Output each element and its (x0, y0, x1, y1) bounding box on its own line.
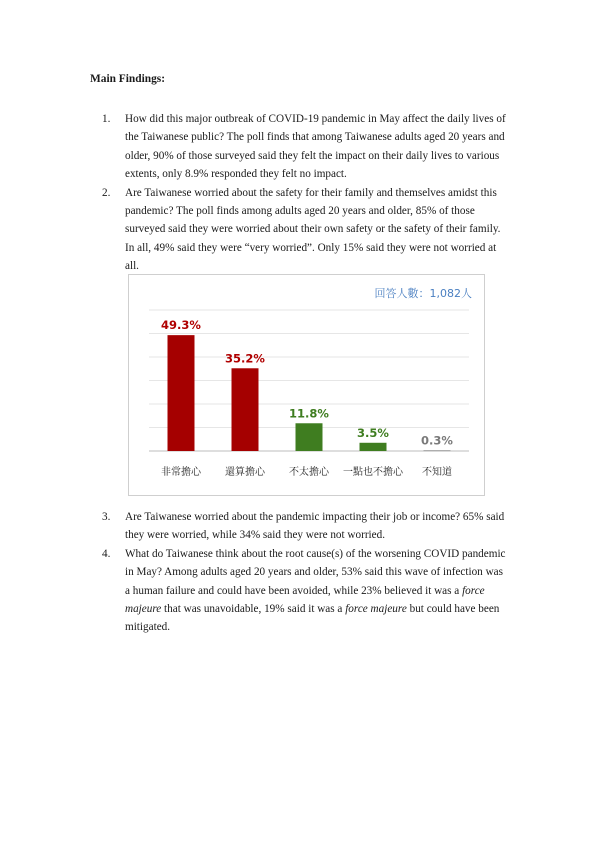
chart-bar (360, 443, 387, 451)
finding-emphasis: force majeure (345, 603, 407, 616)
finding-number: 3. (102, 511, 111, 523)
finding-item (102, 184, 510, 276)
worry-bar-chart (128, 274, 485, 496)
chart-category-label: 非常擔心 (161, 467, 201, 478)
chart-category-label: 不知道 (422, 467, 452, 478)
finding-text-part: but could have been mitigated. (125, 603, 500, 634)
chart-canvas (129, 275, 484, 495)
chart-value-label: 35.2% (225, 351, 265, 366)
finding-text-part: that was unavoidable, 19% said it was a (161, 603, 346, 616)
finding-item (102, 545, 510, 637)
chart-category-label: 一點也不擔心 (343, 467, 403, 478)
finding-text (125, 548, 506, 634)
chart-bar (232, 368, 259, 451)
finding-text-part: What do Taiwanese think about the root cause(s) of the worsening COVID pandemic in May? Among adults aged 20 years and older, 53% said this wave of infection was a human failure and could have been avoided, while 23% believed it was a (125, 547, 506, 597)
finding-text: Are Taiwanese worried about the safety for their family and themselves amidst this pandemic? The poll finds among adults aged 20 years and older, 85% of those surveyed said they were worried about their own safety or the safety of their family. In all, 49% said they were “very worried”. Only 15% said they were not worried at all. (125, 186, 501, 273)
findings-list-continued (102, 508, 510, 637)
finding-item (102, 508, 510, 545)
finding-text: How did this major outbreak of COVID-19 pandemic in May affect the daily lives of the Taiwanese public? The poll finds that among Taiwanese adults aged 20 years and older, 90% of those surveyed said they felt the impact on their daily lives to various extents, only 8.9% responded they felt no impact. (125, 113, 506, 181)
chart-category-label: 不太擔心 (289, 467, 329, 478)
chart-bars (168, 335, 451, 451)
chart-bar (296, 423, 323, 451)
chart-category-label: 還算擔心 (225, 467, 265, 478)
chart-labels (161, 318, 453, 478)
finding-item (102, 110, 510, 184)
finding-number: 4. (102, 547, 111, 560)
finding-emphasis: force majeure (125, 584, 485, 616)
findings-list (102, 110, 510, 276)
section-heading: Main Findings: (90, 73, 166, 85)
chart-bar (424, 450, 451, 451)
finding-text: Are Taiwanese worried about the pandemic impacting their job or income? 65% said they were worried, while 34% said they were not worried. (125, 511, 505, 542)
finding-number: 1. (102, 113, 111, 125)
chart-value-label: 11.8% (289, 406, 329, 421)
finding-number: 2. (102, 186, 111, 199)
chart-value-label: 0.3% (421, 433, 453, 448)
chart-value-label: 3.5% (357, 425, 389, 440)
chart-bar (168, 335, 195, 451)
respondents-count: 回答人數：1,082人 (374, 287, 472, 300)
chart-value-label: 49.3% (161, 318, 201, 333)
